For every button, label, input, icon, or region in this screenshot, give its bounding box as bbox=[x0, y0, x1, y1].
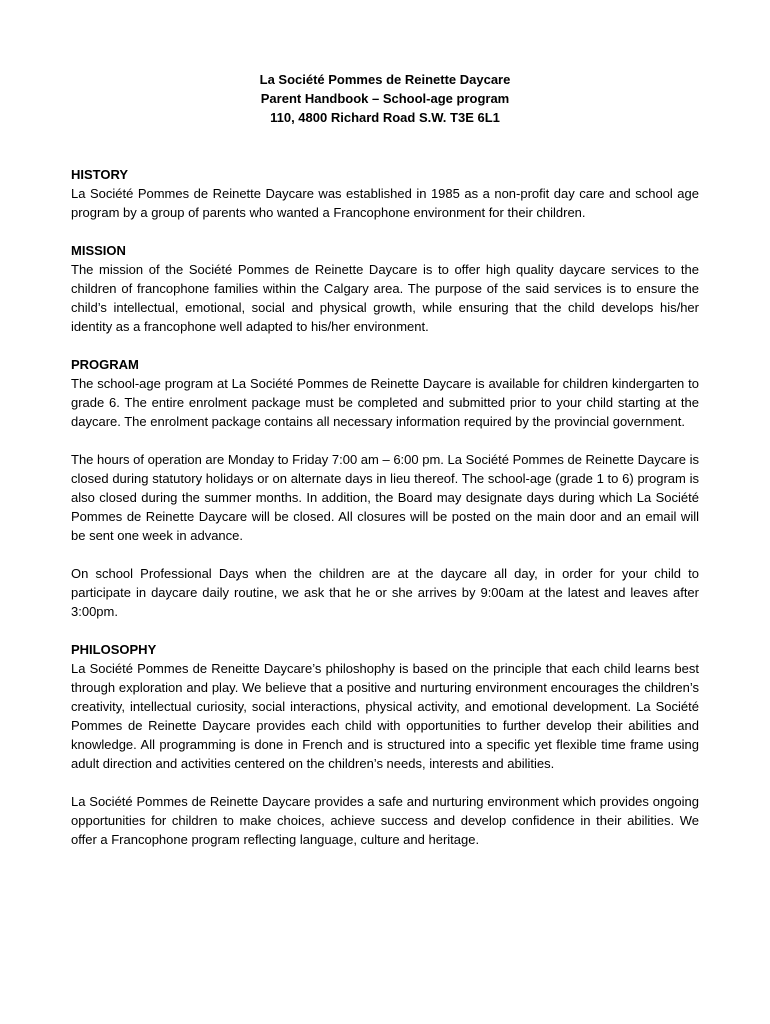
document-page bbox=[71, 70, 699, 868]
history-section bbox=[71, 165, 699, 222]
philosophy-heading: PHILOSOPHY bbox=[71, 642, 157, 657]
document-address: 110, 4800 Richard Road S.W. T3E 6L1 bbox=[270, 110, 500, 125]
program-paragraph: On school Professional Days when the children are at the daycare all day, in order for your child to participate in daycare daily routine, we ask that he or she arrives by 9:00am at the latest and leaves after 3:00pm. bbox=[71, 566, 699, 619]
document-title: La Société Pommes de Reinette Daycare bbox=[259, 72, 511, 87]
philosophy-paragraph: La Société Pommes de Reneitte Daycare’s philoshophy is based on the principle that each child learns best through exploration and play. We believe that a positive and nurturing environment encourages the children’s creativity, intellectual curiosity, social interactions, physical activity, and emotional development. La Société Pommes de Reinette Daycare provides each child with opportunities to further develop their abilities and knowledge. All programming is done in French and is structured into a specific yet flexible time frame using adult direction and activities centered on the children’s needs, interests and abilities. bbox=[71, 661, 699, 771]
history-paragraph: La Société Pommes de Reinette Daycare was established in 1985 as a non-profit day care and school age program by a group of parents who wanted a Francophone environment for their children. bbox=[71, 186, 699, 220]
program-section bbox=[71, 355, 699, 621]
program-paragraph: The hours of operation are Monday to Friday 7:00 am – 6:00 pm. La Société Pommes de Reinette Daycare is closed during statutory holidays or on alternate days in lieu thereof. The school-age (grade 1 to 6) program is also closed during the summer months. In addition, the Board may designate days during which La Société Pommes de Reinette Daycare will be closed. All closures will be posted on the main door and an email will be sent one week in advance. bbox=[71, 452, 699, 543]
mission-paragraph: The mission of the Société Pommes de Reinette Daycare is to offer high quality daycare services to the children of francophone families within the Calgary area. The purpose of the said services is to ensure the child’s intellectual, emotional, social and physical growth, while ensuring that the child develops his/her identity as a francophone well adapted to his/her environment. bbox=[71, 262, 699, 334]
mission-section bbox=[71, 241, 699, 336]
mission-heading: MISSION bbox=[71, 243, 126, 258]
history-heading: HISTORY bbox=[71, 167, 129, 182]
program-heading: PROGRAM bbox=[71, 357, 139, 372]
document-header bbox=[71, 70, 699, 127]
program-paragraph: The school-age program at La Société Pommes de Reinette Daycare is available for children kindergarten to grade 6. The entire enrolment package must be completed and submitted prior to your child starting at the daycare. The enrolment package contains all necessary information required by the provincial government. bbox=[71, 376, 699, 429]
document-subtitle: Parent Handbook – School-age program bbox=[260, 91, 510, 106]
philosophy-paragraph: La Société Pommes de Reinette Daycare provides a safe and nurturing environment which provides ongoing opportunities for children to make choices, achieve success and develop confidence in their abilities. We offer a Francophone program reflecting language, culture and heritage. bbox=[71, 794, 699, 847]
philosophy-section bbox=[71, 640, 699, 849]
